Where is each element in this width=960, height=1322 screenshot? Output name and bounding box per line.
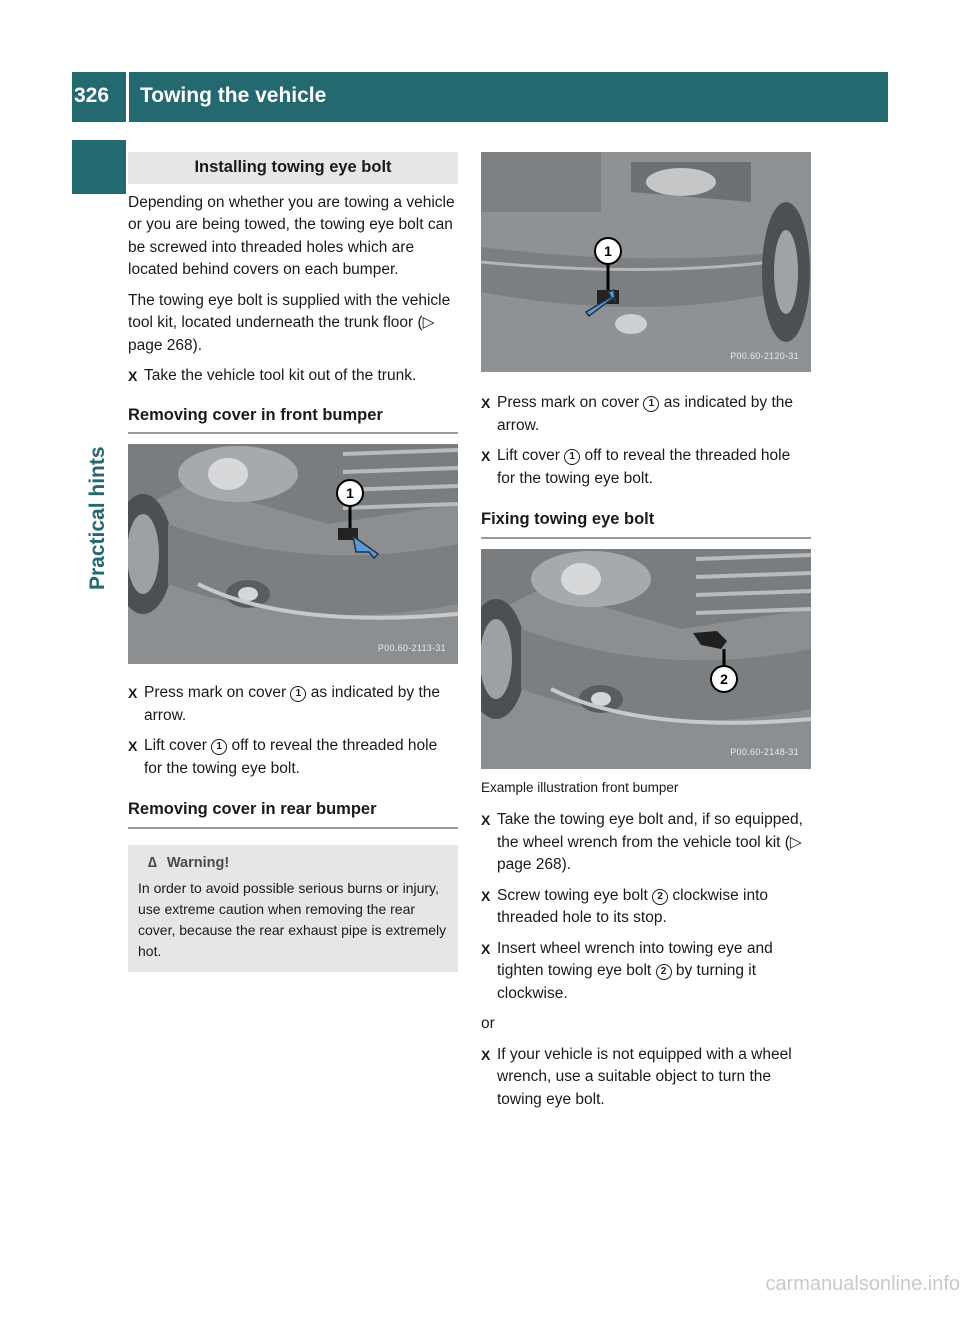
img3-callout: 2 bbox=[720, 670, 728, 687]
page-number: 326 bbox=[74, 84, 110, 107]
paragraph: The towing eye bolt is supplied with the vehicle tool kit, located underneath the trunk floor (▷ page 268). bbox=[128, 291, 451, 354]
front-bumper-photo bbox=[128, 444, 458, 664]
callout-ref-1: 1 bbox=[211, 739, 227, 755]
subheading: Removing cover in front bumper bbox=[128, 404, 458, 435]
step-marker: X bbox=[128, 685, 138, 701]
step-marker: X bbox=[481, 448, 491, 464]
callout-ref-1: 1 bbox=[564, 449, 580, 465]
image-code: P00.60-2120-31 bbox=[730, 350, 799, 361]
header-separator bbox=[126, 72, 129, 122]
image-code: P00.60-2148-31 bbox=[730, 747, 799, 757]
step-marker: X bbox=[481, 395, 491, 411]
step-marker: X bbox=[481, 887, 491, 904]
side-tab bbox=[86, 210, 116, 590]
page-title: Towing the vehicle bbox=[140, 84, 327, 107]
step-item: X Lift cover 1 off to reveal the threaded hole for the towing eye bolt. bbox=[481, 447, 791, 487]
towing-eye-photo bbox=[481, 549, 811, 769]
section-heading: Installing towing eye bolt bbox=[128, 152, 458, 184]
img1-callout: 1 bbox=[346, 485, 354, 501]
footer-watermark: carmanualsonline.info bbox=[765, 1273, 960, 1295]
paragraph: Depending on whether you are towing a vehicle or you are being towed, the towing eye bolt can be screwed into threaded holes which are located behind covers on each bumper. bbox=[128, 193, 455, 278]
step-item: X Press mark on cover 1 as indicated by the arrow. bbox=[481, 394, 794, 434]
subheading: Removing cover in rear bumper bbox=[128, 798, 458, 829]
callout-ref-2: 2 bbox=[652, 889, 668, 905]
img2-callout: 1 bbox=[604, 243, 612, 259]
step-item: X If your vehicle is not equipped with a wheel wrench, use a suitable object to turn the towing eye bolt. bbox=[481, 1045, 792, 1108]
image-code: P00.60-2113-31 bbox=[377, 642, 446, 653]
rear-bumper-photo bbox=[481, 152, 811, 372]
side-tab-marker bbox=[72, 140, 126, 194]
callout-ref-1: 1 bbox=[643, 396, 659, 412]
side-tab-label: Practical hints bbox=[86, 446, 109, 590]
callout-ref-1: 1 bbox=[290, 686, 306, 702]
subheading: Fixing towing eye bolt bbox=[481, 508, 811, 539]
warning-text: In order to avoid possible serious burns or injury, use extreme caution when removing the rear cover, because the rear exhaust pipe is extremely hot. bbox=[138, 879, 447, 959]
step-marker: X bbox=[481, 812, 491, 828]
step-item: X Take the vehicle tool kit out of the trunk. bbox=[128, 365, 458, 388]
step-item: X Take the towing eye bolt and, if so equipped, the wheel wrench from the vehicle tool kit (▷ page 268). bbox=[481, 811, 803, 873]
or-text: or bbox=[481, 1015, 495, 1032]
step-item: X Screw towing eye bolt 2 clockwise into threaded hole to its stop. bbox=[481, 886, 769, 926]
warning-icon: ∆ bbox=[148, 854, 157, 871]
step-item: X Press mark on cover 1 as indicated by the arrow. bbox=[128, 684, 441, 724]
step-marker: X bbox=[128, 738, 138, 754]
step-item: X Lift cover 1 off to reveal the threaded hole for the towing eye bolt. bbox=[128, 737, 438, 777]
warning-box bbox=[128, 845, 458, 972]
right-column bbox=[481, 152, 811, 1119]
step-marker: X bbox=[481, 940, 491, 957]
left-column bbox=[128, 152, 458, 972]
step-marker: X bbox=[481, 1046, 491, 1063]
step-item: X Insert wheel wrench into towing eye and tighten towing eye bolt 2 by turning it clockwise. bbox=[481, 939, 773, 1002]
step-marker: X bbox=[128, 368, 138, 384]
warning-title: Warning! bbox=[166, 854, 230, 871]
callout-ref-2: 2 bbox=[656, 964, 672, 980]
image-caption: Example illustration front bumper bbox=[481, 779, 679, 795]
